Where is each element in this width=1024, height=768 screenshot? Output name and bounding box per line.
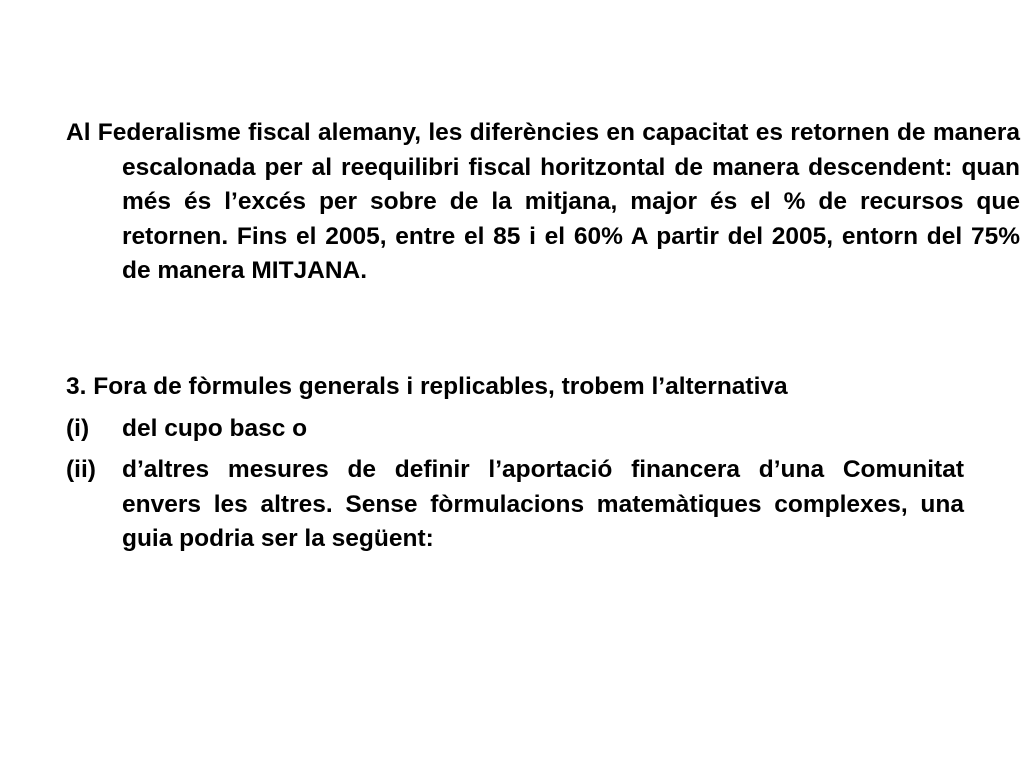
paragraph-german-fiscal-federalism: Al Federalisme fiscal alemany, les diferències en capacitat es retornen de manera escalonada per al reequilibri fiscal horitzontal de manera descendent: quan més és l’excés per sobre de la mitjana, major és el % de recursos que retornen. Fins el 2005, entre el 85 i el 60% A partir del 2005, entorn del 75% de manera MITJANA. bbox=[66, 119, 1020, 284]
list-marker: (ii) bbox=[66, 456, 96, 483]
paragraph-alternative-heading: 3. Fora de fòrmules generals i replicables, trobem l’alternativa bbox=[66, 373, 788, 400]
list-item bbox=[66, 412, 964, 447]
list-item-text: d’altres mesures de definir l’aportació financera d’una Comunitat envers les altres. Sense fòrmulacions matemàtiques complexes, una guia podria ser la següent: bbox=[122, 456, 964, 552]
list-item bbox=[66, 453, 964, 557]
list-marker: (i) bbox=[66, 415, 90, 442]
list-item-text: del cupo basc o bbox=[122, 415, 308, 442]
